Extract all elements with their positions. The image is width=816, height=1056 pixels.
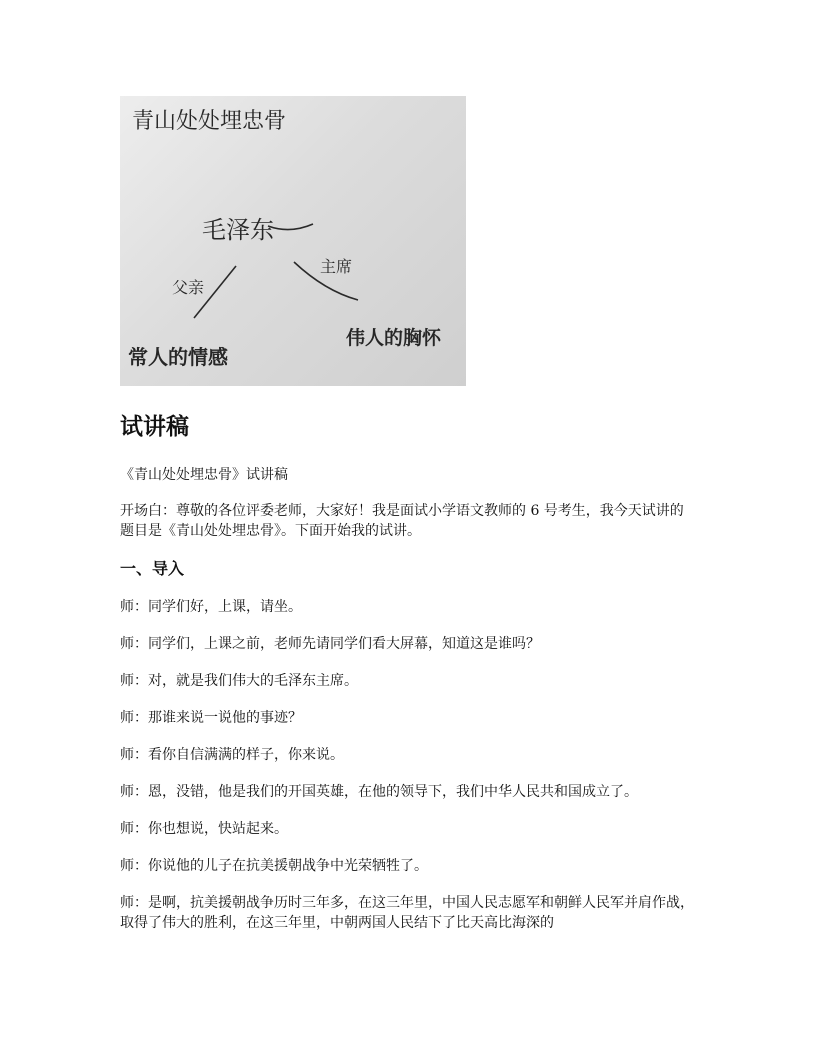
center-underline	[268, 224, 313, 230]
opening-paragraph: 开场白：尊敬的各位评委老师，大家好！我是面试小学语文教师的 6 号考生，我今天试讲的题目是《青山处处埋忠骨》。下面开始我的试讲。	[120, 503, 684, 539]
photo-title: 青山处处埋忠骨	[132, 109, 287, 134]
document-subtitle: 《青山处处埋忠骨》试讲稿	[120, 467, 288, 483]
dialogue-line: 师：看你自信满满的样子，你来说。	[120, 747, 344, 763]
document-page	[120, 96, 720, 950]
photo-left-leaf: 常人的情感	[128, 345, 228, 369]
photo-left-branch: 父亲	[172, 278, 205, 297]
page-heading: 试讲稿	[120, 414, 189, 440]
dialogue-line: 师：你说他的儿子在抗美援朝战争中光荣牺牲了。	[120, 858, 428, 874]
dialogue-line: 师：同学们，上课之前，老师先请同学们看大屏幕，知道这是谁吗？	[120, 636, 540, 652]
mindmap-drawing	[120, 96, 466, 386]
dialogue-line: 师：你也想说，快站起来。	[120, 821, 288, 837]
dialogue-line: 师：恩，没错，他是我们的开国英雄，在他的领导下，我们中华人民共和国成立了。	[120, 784, 638, 800]
section-heading-intro: 一、导入	[120, 559, 185, 578]
photo-right-branch: 主席	[320, 257, 353, 276]
photo-center: 毛泽东	[202, 216, 274, 244]
dialogue-line: 师：那谁来说一说他的事迹？	[120, 710, 302, 726]
photo-right-leaf: 伟人的胸怀	[346, 327, 442, 349]
handwritten-mindmap-photo	[120, 96, 466, 386]
dialogue-lines	[120, 597, 720, 933]
dialogue-line: 师：同学们好，上课，请坐。	[120, 599, 302, 615]
dialogue-line: 师：是啊，抗美援朝战争历时三年多，在这三年里，中国人民志愿军和朝鲜人民军并肩作战，取得了伟大的胜利，在这三年里，中朝两国人民结下了比天高比海深的	[120, 895, 694, 931]
dialogue-line: 师：对，就是我们伟大的毛泽东主席。	[120, 673, 358, 689]
